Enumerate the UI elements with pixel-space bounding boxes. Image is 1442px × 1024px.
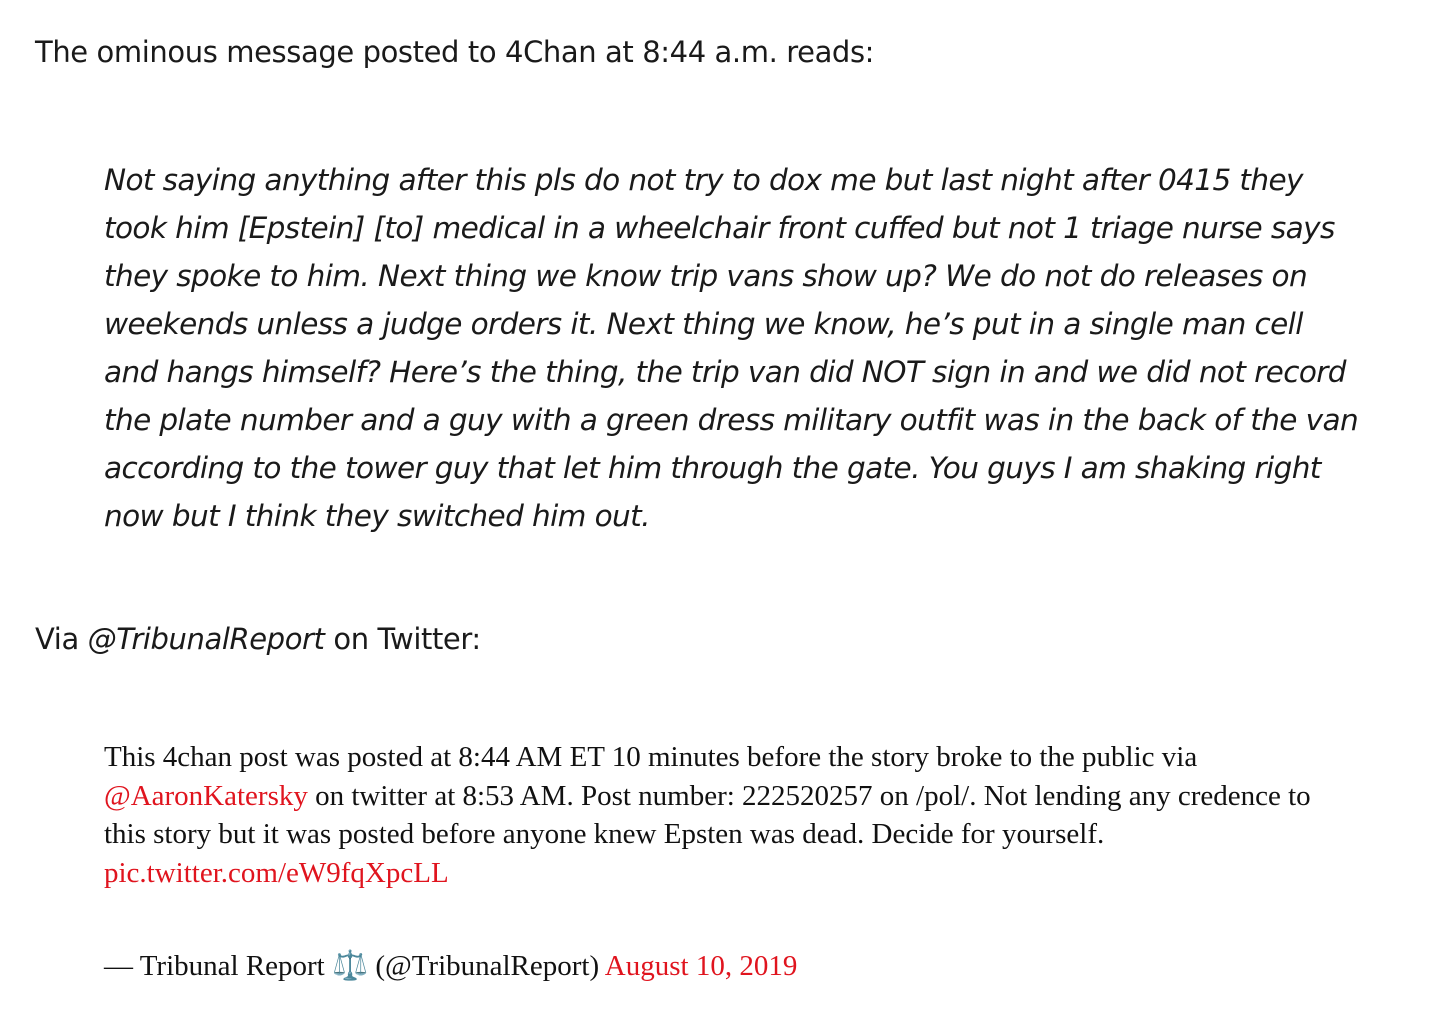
quoted-4chan-message: Not saying anything after this pls do not try to dox me but last night after 0415 they took him [Epstein] [to] medical in a wheelchair front cuffed but not 1 triage nurse says they spoke to him. Next thing we know trip vans show up? We do not do releases on weekends unless a judge orders it. Next thing we know, he’s put in a single man cell and hangs himself? Here’s the thing, the trip van did NOT sign in and we did not record the plate number and a guy with a green dress military outfit was in the back of the van according to the tower guy that let him through the gate. You guys I am shaking right now but I think they switched him out.: [104, 163, 1359, 533]
tweet-text-part2: on twitter at 8:53 AM. Post number: 222520257 on /pol/. Not lending any credence to this story but it was posted before anyone knew Epsten was dead. Decide for yourself.: [104, 779, 1311, 850]
mention-link-aaronkatersky[interactable]: @AaronKatersky: [104, 779, 308, 812]
tweet-attribution: [104, 944, 797, 988]
via-handle: @TribunalReport: [87, 622, 325, 656]
attribution-author: — Tribunal Report ⚖️ (@TribunalReport): [104, 950, 605, 982]
via-line: [35, 617, 481, 661]
via-suffix: on Twitter:: [324, 622, 481, 656]
pic-twitter-link[interactable]: pic.twitter.com/eW9fqXpcLL: [104, 856, 449, 889]
via-prefix: Via: [35, 622, 88, 656]
tweet-text-part1: This 4chan post was posted at 8:44 AM ET 10 minutes before the story broke to the public via: [104, 741, 1198, 773]
embedded-tweet-text: [104, 738, 1334, 892]
tweet-date-link[interactable]: August 10, 2019: [604, 950, 798, 982]
intro-text: The ominous message posted to 4Chan at 8:44 a.m. reads:: [35, 35, 875, 69]
